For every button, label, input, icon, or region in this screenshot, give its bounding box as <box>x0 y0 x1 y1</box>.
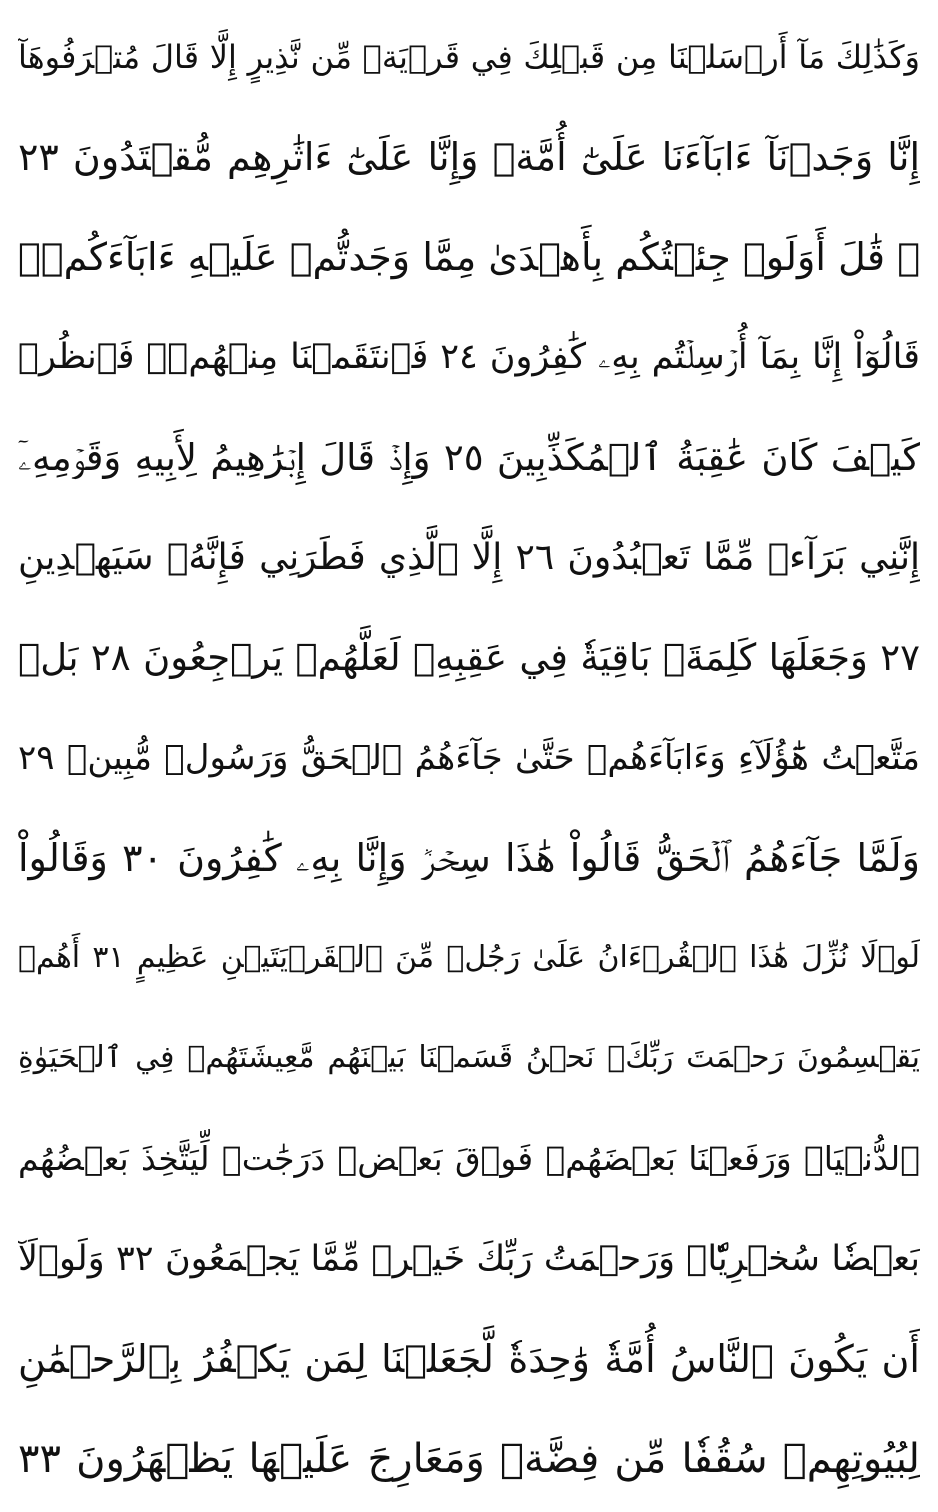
line-text: إِنَّا وَجَدۡنَآ ءَابَآءَنَا عَلَىٰٓ أُمَّةٖ وَإِنَّا عَلَىٰٓ ءَاثَٰرِهِم مُّقۡتَدُونَ ٢٣ <box>18 135 920 180</box>
line-text: أَن يَكُونَ ٱلنَّاسُ أُمَّةٗ وَٰحِدَةٗ لَّجَعَلۡنَا لِمَن يَكۡفُرُ بِٱلرَّحۡمَٰنِ <box>18 1336 920 1381</box>
text-line <box>18 1216 920 1302</box>
text-line <box>18 1316 920 1402</box>
line-text: لِبُيُوتِهِمۡ سُقُفٗا مِّن فِضَّةٖ وَمَعَارِجَ عَلَيۡهَا يَظۡهَرُونَ ٣٣ <box>18 1435 920 1482</box>
line-text: مَتَّعۡتُ هَٰٓؤُلَآءِ وَءَابَآءَهُمۡ حَتَّىٰ جَآءَهُمُ ٱلۡحَقُّ وَرَسُولٞ مُّبِينٞ ٢٩ <box>18 737 920 778</box>
line-text: قَالُوٓاْ إِنَّا بِمَآ أُرۡسِلۡتُم بِهِۦ كَٰفِرُونَ ٢٤ فَٱنتَقَمۡنَا مِنۡهُمۡۖ فَٱنظُرۡ <box>18 337 920 378</box>
line-text: إِنَّنِي بَرَآءٞ مِّمَّا تَعۡبُدُونَ ٢٦ إِلَّا ٱلَّذِي فَطَرَنِي فَإِنَّهُۥ سَيَهۡدِينِ <box>18 536 920 578</box>
line-text: بَعۡضٗا سُخۡرِيّٗاۗ وَرَحۡمَتُ رَبِّكَ خَيۡرٞ مِّمَّا يَجۡمَعُونَ ٣٢ وَلَوۡلَآ <box>18 1238 920 1279</box>
text-line <box>18 114 920 200</box>
text-line <box>18 915 920 1001</box>
text-line <box>18 1015 920 1101</box>
line-text: وَكَذَٰلِكَ مَآ أَرۡسَلۡنَا مِن قَبۡلِكَ فِي قَرۡيَةٖ مِّن نَّذِيرٍ إِلَّا قَالَ مُتۡرَفُوهَآ <box>18 38 920 76</box>
line-text: كَيۡفَ كَانَ عَٰقِبَةُ ٱلۡمُكَذِّبِينَ ٢٥ وَإِذۡ قَالَ إِبۡرَٰهِيمُ لِأَبِيهِ وَقَوۡمِهِۦٓ <box>18 435 920 479</box>
text-line <box>18 815 920 901</box>
line-text: لَوۡلَا نُزِّلَ هَٰذَا ٱلۡقُرۡءَانُ عَلَىٰ رَجُلٖ مِّنَ ٱلۡقَرۡيَتَيۡنِ عَظِيمٍ ٣١ أَهُمۡ <box>18 940 920 976</box>
text-line <box>18 14 920 100</box>
line-text: وَلَمَّا جَآءَهُمُ ٱلۡحَقُّ قَالُواْ هَٰذَا سِحۡرٞ وَإِنَّا بِهِۦ كَٰفِرُونَ ٣٠ وَقَالُواْ <box>18 836 920 881</box>
text-line <box>18 715 920 801</box>
line-text: يَقۡسِمُونَ رَحۡمَتَ رَبِّكَۚ نَحۡنُ قَسَمۡنَا بَيۡنَهُم مَّعِيشَتَهُمۡ فِي ٱلۡحَيَوٰةِ <box>18 1040 920 1076</box>
text-line <box>18 314 920 400</box>
verse-lines <box>18 14 920 1502</box>
text-line <box>18 515 920 601</box>
line-text: ٢٧ وَجَعَلَهَا كَلِمَةَۢ بَاقِيَةٗ فِي عَقِبِهِۦ لَعَلَّهُمۡ يَرۡجِعُونَ ٢٨ بَلۡ <box>18 635 920 679</box>
line-text: ۞ قَٰلَ أَوَلَوۡ جِئۡتُكُم بِأَهۡدَىٰ مِمَّا وَجَدتُّمۡ عَلَيۡهِ ءَابَآءَكُمۡۖ <box>18 235 920 280</box>
text-line <box>18 214 920 300</box>
line-text: ٱلدُّنۡيَاۚ وَرَفَعۡنَا بَعۡضَهُمۡ فَوۡقَ بَعۡضٖ دَرَجَٰتٖ لِّيَتَّخِذَ بَعۡضُهُم <box>18 1138 920 1178</box>
text-line <box>18 1416 920 1502</box>
text-line <box>18 615 920 701</box>
text-line <box>18 415 920 501</box>
text-line <box>18 1116 920 1202</box>
